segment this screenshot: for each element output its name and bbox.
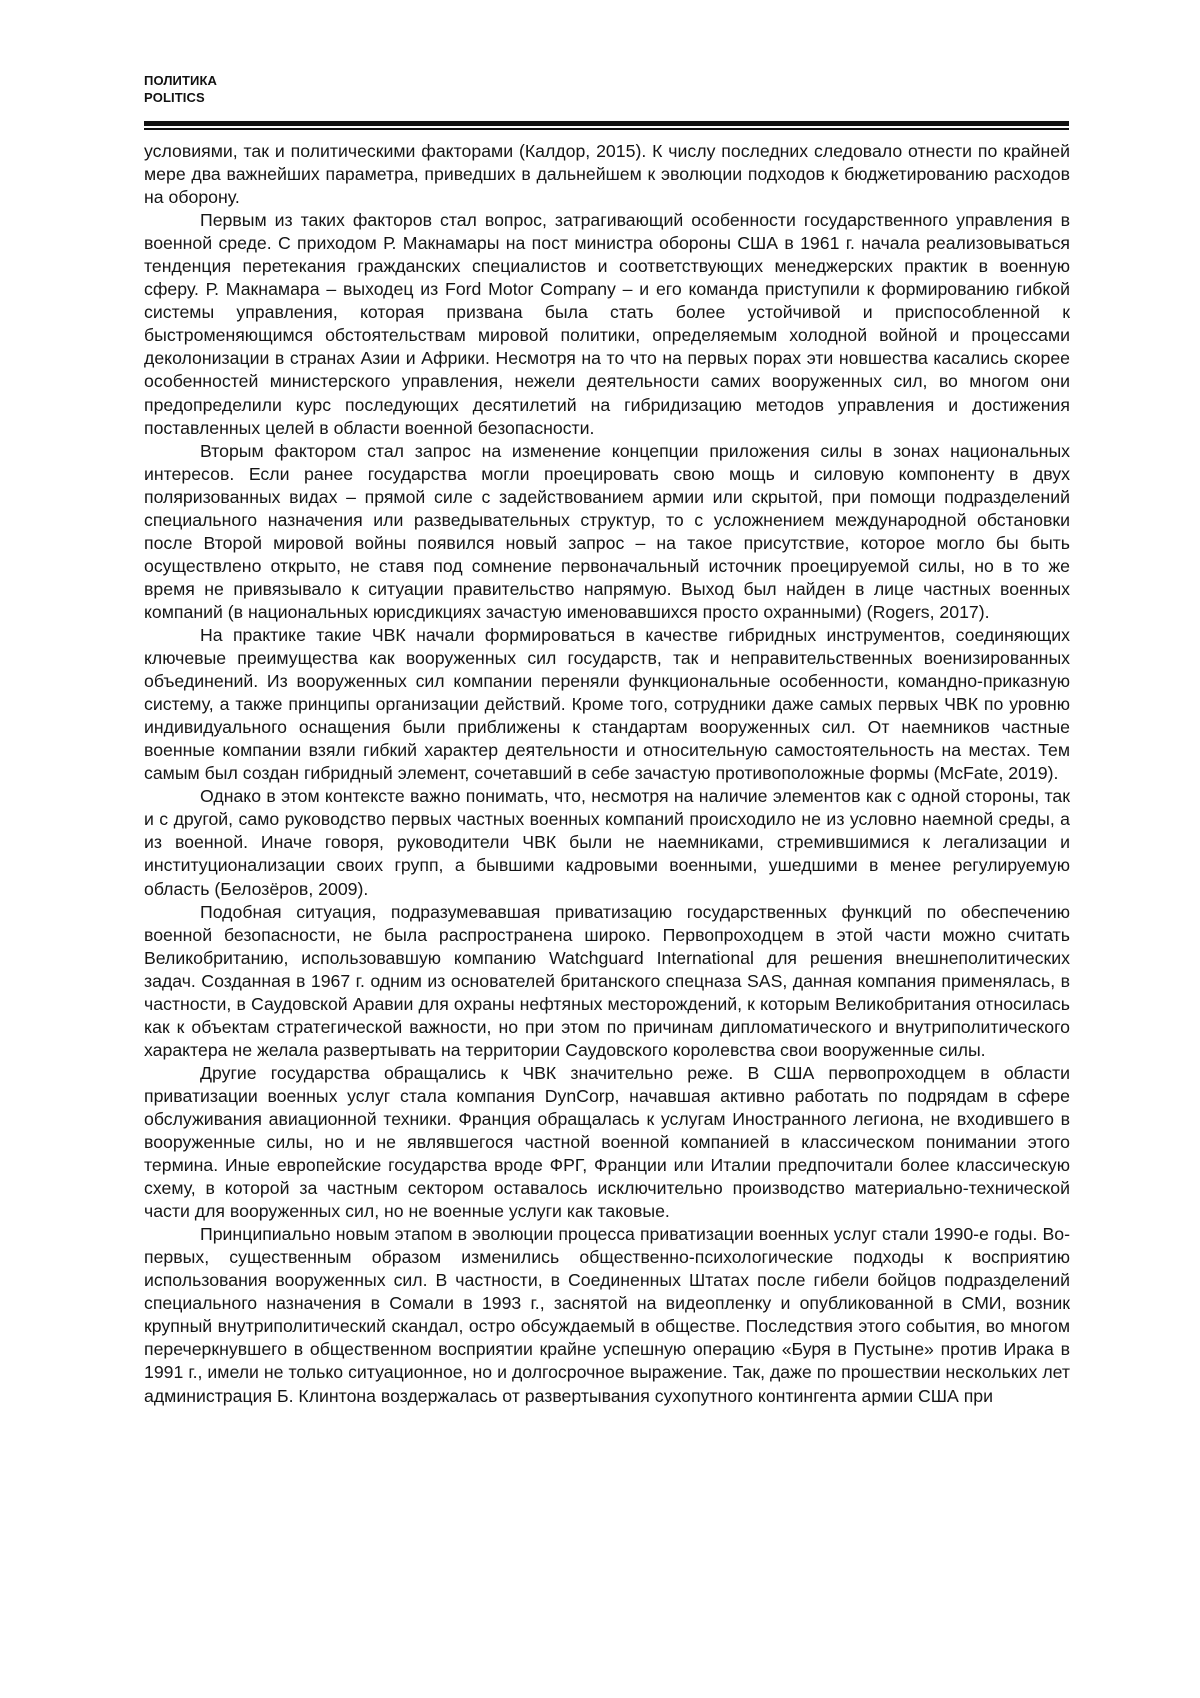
paragraph: Вторым фактором стал запрос на изменение концепции приложения силы в зонах национальных интересов. Если ранее государства могли проецировать свою мощь и силовую компоненту в двух поляризованных видах – прямой силе с задействованием армии или скрытой, при помощи подразделений специального назначения или разведывательных структур, то с усложнением международной обстановки после Второй мировой войны появился новый запрос – на такое присутствие, которое могло бы быть осуществлено открыто, не ставя под сомнение первоначальный источник проецируемой силы, но в то же время не привязывало к ситуации правительство напрямую. Выход был найден в лице частных военных компаний (в национальных юрисдикциях зачастую именовавшихся просто охранными) (Rogers, 2017). <box>144 440 1070 622</box>
article-body <box>144 140 1070 1408</box>
paragraph: Принципиально новым этапом в эволюции процесса приватизации военных услуг стали 1990-е годы. Во-первых, существенным образом изменились общественно-психологические подходы к восприятию использования вооруженных сил. В частности, в Соединенных Штатах после гибели бойцов подразделений специального назначения в Сомали в 1993 г., заснятой на видеопленку и опубликованной в СМИ, возник крупный внутриполитический скандал, остро обсуждаемый в обществе. Последствия этого события, во многом перечеркнувшего в общественном восприятии крайне успешную операцию «Буря в Пустыне» против Ирака в 1991 г., имели не только ситуационное, но и долгосрочное выражение. Так, даже по прошествии нескольких лет администрация Б. Клинтона воздержалась от развертывания сухопутного контингента армии США при <box>144 1224 1070 1406</box>
paragraph: Первым из таких факторов стал вопрос, затрагивающий особенности государственного управления в военной среде. С приходом Р. Макнамары на пост министра обороны США в 1961 г. начала реализовываться тенденция перетекания гражданских специалистов и соответствующих менеджерских практик в военную сферу. Р. Макнамара – выходец из Ford Motor Company – и его команда приступили к формированию гибкой системы управления, которая призвана была стать более устойчивой и приспособленной к быстроменяющимся обстоятельствам мировой политики, определяемым холодной войной и процессами деколонизации в странах Азии и Африки. Несмотря на то что на первых порах эти новшества касались скорее особенностей министерского управления, нежели деятельности самих вооруженных сил, во многом они предопределили курс последующих десятилетий на гибридизацию методов управления и достижения поставленных целей в области военной безопасности. <box>144 210 1070 438</box>
header-rule-thick <box>144 121 1069 126</box>
paragraph: На практике такие ЧВК начали формироваться в качестве гибридных инструментов, соединяющих ключевые преимущества как вооруженных сил государств, так и неправительственных военизированных объединений. Из вооруженных сил компании переняли функциональные особенности, командно-приказную систему, а также принципы организации действий. Кроме того, сотрудники даже самых первых ЧВК по уровню индивидуального оснащения были приближены к стандартам вооруженных сил. От наемников частные военные компании взяли гибкий характер деятельности и относительную самостоятельность на местах. Тем самым был создан гибридный элемент, сочетавший в себе зачастую противоположные формы (McFate, 2019). <box>144 624 1070 784</box>
running-header <box>144 72 744 106</box>
paragraph: Другие государства обращались к ЧВК значительно реже. В США первопроходцем в области приватизации военных услуг стала компания DynCorp, начавшая активно работать по подрядам в сфере обслуживания авиационной техники. Франция обращалась к услугам Иностранного легиона, не входившего в вооруженные силы, но и не являвшегося частной военной компанией в классическом понимании этого термина. Иные европейские государства вроде ФРГ, Франции или Италии предпочитали более классическую схему, в которой за частным сектором оставалось исключительно производство материально-технической части для вооруженных сил, но не военные услуги как таковые. <box>144 1062 1070 1222</box>
paragraph: условиями, так и политическими факторами (Калдор, 2015). К числу последних следовало отнести по крайней мере два важнейших параметра, приведших в дальнейшем к эволюции подходов к бюджетированию расходов на оборону. <box>144 141 1070 208</box>
paragraph: Подобная ситуация, подразумевавшая приватизацию государственных функций по обеспечению военной безопасности, не была распространена широко. Первопроходцем в этой части можно считать Великобританию, использовавшую компанию Watchguard International для решения внешнеполитических задач. Созданная в 1967 г. одним из основателей британского спецназа SAS, данная компания применялась, в частности, в Саудовской Аравии для охраны нефтяных месторождений, к которым Великобритания относилась как к объектам стратегической важности, но при этом по причинам дипломатического и внутриполитического характера не желала развертывать на территории Саудовского королевства свои вооруженные силы. <box>144 901 1070 1060</box>
paragraph: Однако в этом контексте важно понимать, что, несмотря на наличие элементов как с одной стороны, так и с другой, само руководство первых частных военных компаний происходило не из условно наемной среды, а из военной. Иначе говоря, руководители ЧВК были не наемниками, стремившимися к легализации и институционализации своих групп, а бывшими кадровыми военными, ушедшими в менее регулируемую область (Белозёров, 2009). <box>144 786 1070 899</box>
section-title-en: POLITICS <box>144 90 205 105</box>
section-title-ru: ПОЛИТИКА <box>144 73 218 88</box>
header-rule-thin <box>144 128 1069 130</box>
